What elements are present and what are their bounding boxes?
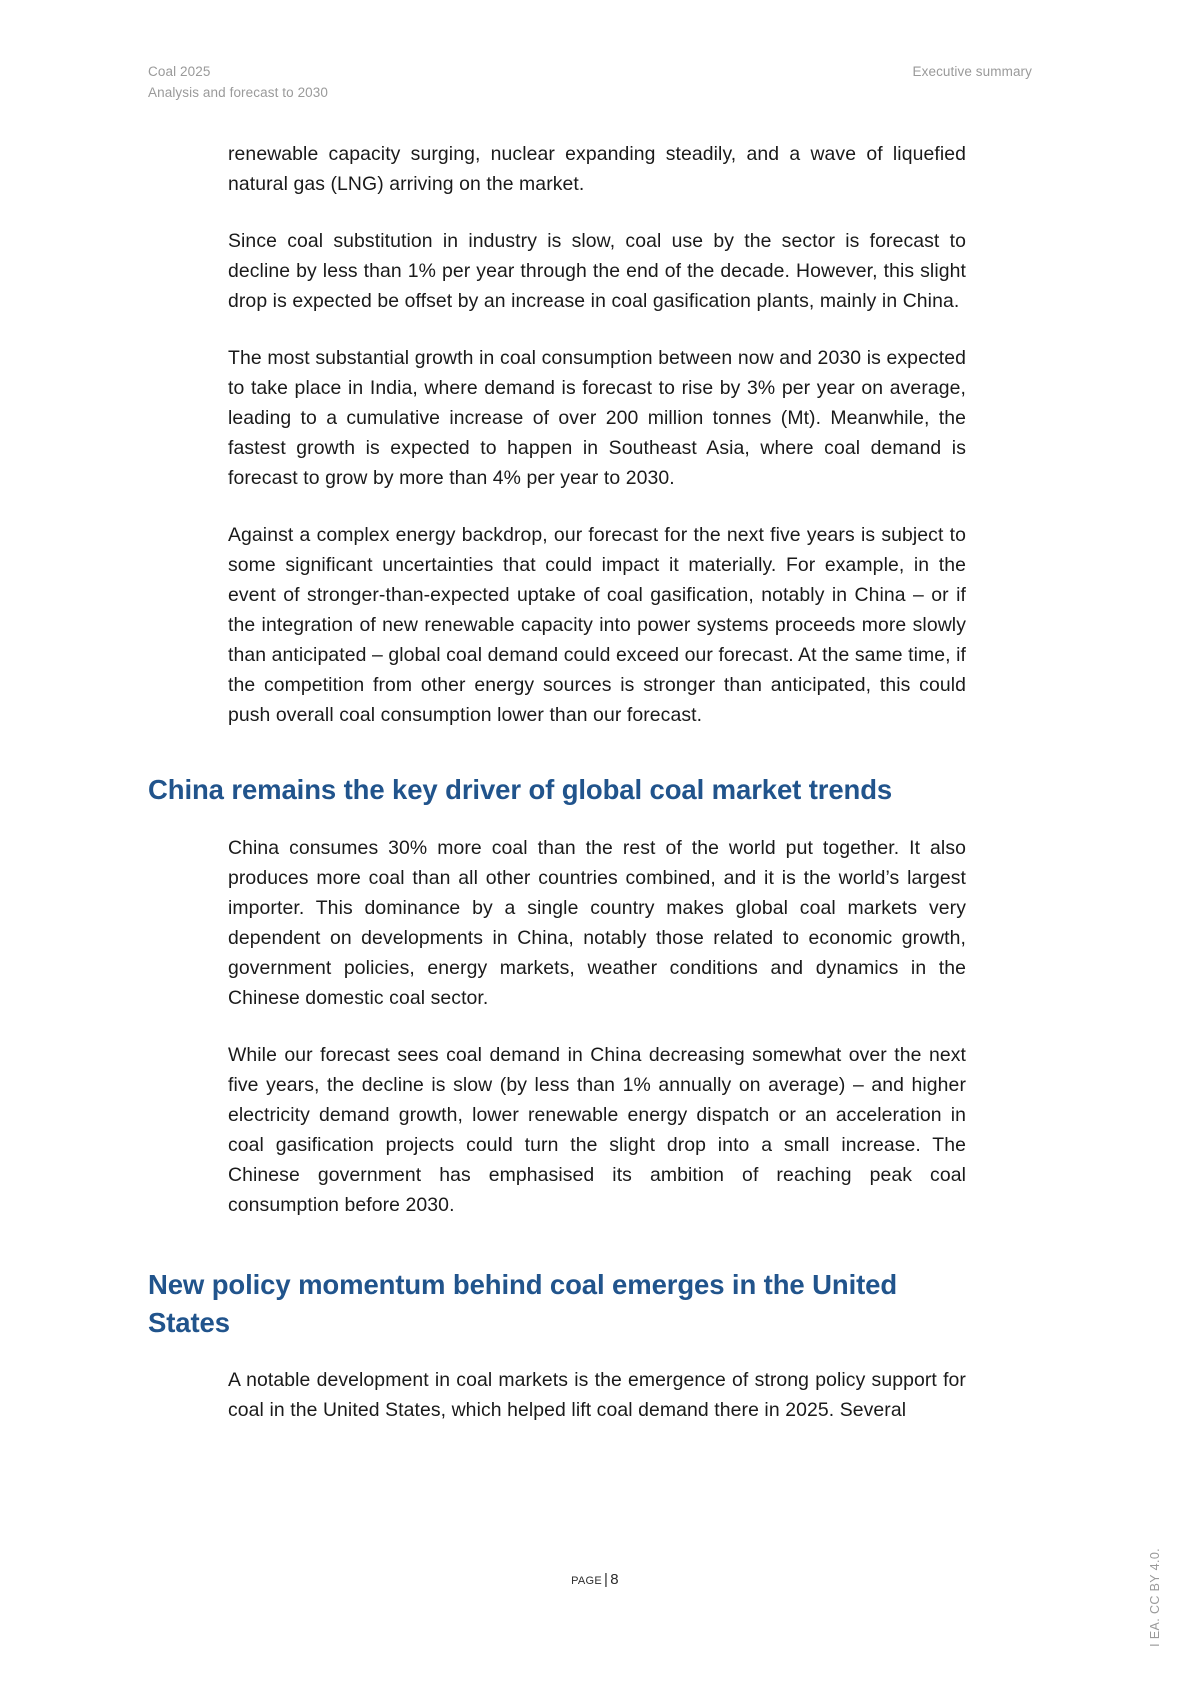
spacer	[148, 1341, 966, 1366]
page-footer	[0, 1571, 1190, 1588]
spacer	[148, 730, 966, 771]
paragraph: Against a complex energy backdrop, our forecast for the next five years is subject to some significant uncertainties that could impact it materially. For example, in the event of stronger-than-expected uptake of coal gasification, notably in China – or if the integration of new renewable capacity into power systems proceeds more slowly than anticipated – global coal demand could exceed our forecast. At the same time, if the competition from other energy sources is stronger than anticipated, this could push overall coal consumption lower than our forecast.	[228, 523, 966, 726]
footer-page-number: 8	[610, 1571, 619, 1588]
paragraph: A notable development in coal markets is the emergence of strong policy support for coal in the United States, which helped lift coal demand there in 2025. Several	[228, 1369, 966, 1422]
header-doc-title: Coal 2025	[148, 64, 211, 79]
footer-page-label: page	[571, 1571, 603, 1588]
spacer	[148, 809, 966, 834]
spacer	[148, 1220, 966, 1266]
paragraph: renewable capacity surging, nuclear expanding steadily, and a wave of liquefied natural gas (LNG) arriving on the market.	[228, 143, 966, 195]
header-doc-subtitle: Analysis and forecast to 2030	[148, 84, 329, 100]
header-document-identity	[148, 62, 328, 104]
section-heading-united-states: New policy momentum behind coal emerges in the United States	[148, 1269, 898, 1338]
running-header	[148, 62, 1032, 104]
paragraph: China consumes 30% more coal than the rest of the world put together. It also produces more coal than all other countries combined, and it is the world’s largest importer. This dominance by a single country makes global coal markets very dependent on developments in China, notably those related to economic growth, government policies, energy markets, weather conditions and dynamics in the Chinese domestic coal sector.	[228, 836, 966, 1009]
header-section-label: Executive summary	[912, 64, 1032, 79]
paragraph: While our forecast sees coal demand in China decreasing somewhat over the next five years, the decline is slow (by less than 1% annually on average) – and higher electricity demand growth, lower renewable energy dispatch or an acceleration in coal gasification projects could turn the slight drop into a small increase. The Chinese government has emphasised its ambition of reaching peak coal consumption before 2030.	[228, 1043, 966, 1216]
footer-separator: |	[604, 1571, 609, 1588]
side-credit-text: I EA. CC BY 4.0.	[1148, 1548, 1162, 1647]
page-content	[148, 140, 966, 1426]
paragraph: The most substantial growth in coal consumption between now and 2030 is expected to take place in India, where demand is forecast to rise by 3% per year on average, leading to a cumulative increase of over 200 million tonnes (Mt). Meanwhile, the fastest growth is expected to happen in Southeast Asia, where coal demand is forecast to grow by more than 4% per year to 2030.	[228, 346, 966, 489]
section-heading-china: China remains the key driver of global coal market trends	[148, 774, 893, 806]
paragraph: Since coal substitution in industry is slow, coal use by the sector is forecast to decline by less than 1% per year through the end of the decade. However, this slight drop is expected be offset by an increase in coal gasification plants, mainly in China.	[228, 229, 966, 312]
